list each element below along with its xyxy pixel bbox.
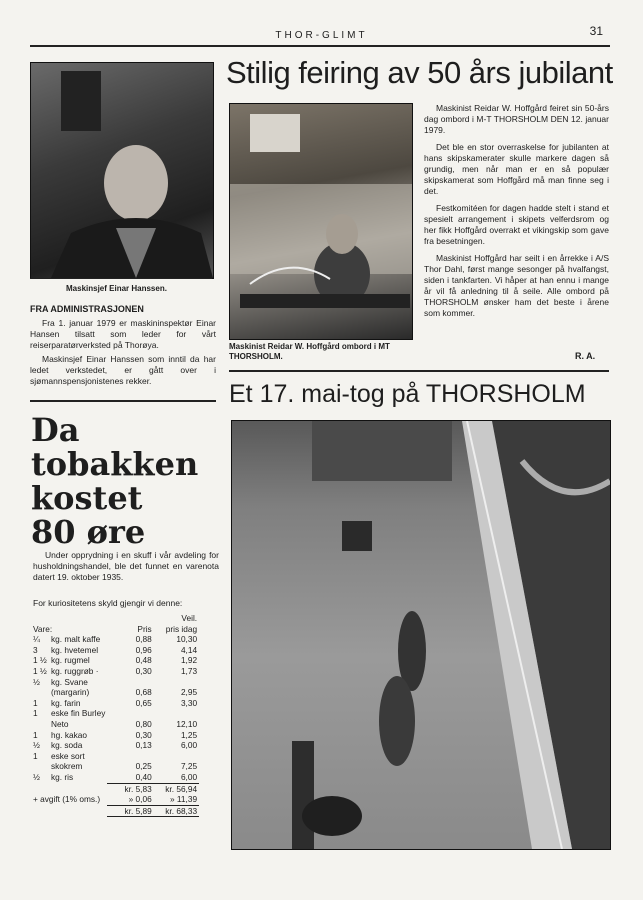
invoice-cell-qty	[31, 761, 49, 772]
invoice-cell-today	[154, 708, 199, 719]
tobakken-lead: For kuriositetens skyld gjengir vi denne:	[33, 598, 183, 608]
headline-line-3: kostet	[31, 479, 143, 517]
invoice-cell-item: kg. hvetemel	[51, 644, 99, 655]
fee-label: + avgift (1% oms.)	[33, 794, 101, 805]
invoice-cell-today: 4,14	[180, 644, 198, 655]
invoice-cell-qty: 1	[33, 708, 38, 719]
invoice-cell-item: kg. rugmel	[51, 655, 90, 666]
invoice-row	[31, 655, 199, 666]
invoice-header-row	[31, 624, 199, 635]
total-today: kr. 68,33	[154, 805, 199, 817]
invoice-cell-price	[107, 751, 153, 762]
invoice-cell-qty: 1	[33, 750, 38, 761]
total-price: kr. 5,89	[107, 805, 153, 817]
invoice-cell-item: (margarin)	[51, 687, 90, 698]
magazine-title: THOR-GLIMT	[275, 30, 368, 41]
invoice-cell-qty: ½	[33, 772, 40, 783]
invoice-cell-item: kg. malt kaffe	[51, 634, 101, 645]
jubilant-paragraph-3: Festkomitéen for dagen hadde stelt i stand et spesielt arrangement i skipets velferdsrom og her fikk Hoffgård overrakt et vikingskip som gave fra besetningen.	[424, 203, 609, 246]
mai-tog-top-rule	[229, 370, 609, 372]
invoice-cell-qty: 1	[33, 697, 38, 708]
invoice-cell-today: 1,73	[180, 665, 198, 676]
photo-caption-hoffgaard: Maskinist Reidar W. Hoffgård ombord i MT THORSHOLM.	[229, 342, 390, 361]
tobakken-intro: Under opprydning i en skuff i vår avdeling for husholdningshandel, ble det funnet en varenota datert 19. oktober 1935.	[33, 550, 219, 582]
invoice-cell-item: Neto	[51, 718, 69, 729]
invoice-fee-row	[31, 794, 199, 805]
header-today: pris idag	[165, 623, 198, 634]
header-rule	[30, 45, 610, 47]
invoice-cell-qty: 1 ½	[33, 665, 47, 676]
header-price: Pris	[137, 623, 152, 634]
invoice-cell-today: 6,00	[180, 740, 198, 751]
invoice-cell-item: eske sort	[51, 750, 85, 761]
headline-jubilant: Stilig feiring av 50 års jubilant	[226, 55, 613, 90]
photo-einar-hanssen	[30, 62, 214, 279]
invoice-cell-qty: ½	[33, 740, 40, 751]
invoice-cell-item: kg. ruggrøb ·	[51, 665, 99, 676]
invoice-cell-today: 6,00	[180, 771, 198, 782]
jubilant-paragraph-1: Maskinist Reidar W. Hoffgård feiret sin 50-års dag ombord i M-T THORSHOLM DEN 12. januar 1979.	[424, 103, 609, 135]
invoice-cell-price: 0,30	[135, 665, 152, 676]
invoice-row	[31, 719, 199, 730]
headline-mai-tog: Et 17. mai-tog på THORSHOLM	[229, 380, 586, 408]
invoice-table	[31, 613, 199, 817]
invoice-cell-price: 0,65	[135, 697, 152, 708]
invoice-cell-item: hg. kakao	[51, 729, 87, 740]
subtotal-today: kr. 56,94	[154, 783, 199, 794]
invoice-cell-today: 7,25	[180, 761, 198, 772]
invoice-cell-price: 0,96	[135, 644, 152, 655]
invoice-cell-price: 0,13	[135, 740, 152, 751]
invoice-row	[31, 687, 199, 698]
invoice-cell-today: 1,92	[180, 655, 198, 666]
jubilant-text	[424, 103, 609, 325]
invoice-cell-qty	[31, 687, 49, 698]
invoice-cell-qty: 3	[33, 644, 38, 655]
invoice-row	[31, 698, 199, 709]
headline-line-4: 80 øre	[31, 513, 146, 551]
photo-hoffgaard	[229, 103, 413, 340]
caption-rule	[30, 278, 212, 279]
invoice-cell-item: skokrem	[51, 761, 83, 772]
headline-tobakken	[31, 413, 231, 549]
invoice-cell-today	[154, 677, 199, 688]
invoice-row	[31, 761, 199, 772]
invoice-cell-today: 3,30	[180, 697, 198, 708]
invoice-cell-item: kg. Svane	[51, 676, 88, 687]
invoice-cell-qty: ½	[33, 676, 40, 687]
photo-mai-tog	[231, 420, 611, 850]
invoice-row	[31, 634, 199, 645]
invoice-cell-qty	[31, 719, 49, 730]
invoice-cell-today: 2,95	[180, 687, 198, 698]
invoice-subtotal-row	[31, 783, 199, 794]
invoice-cell-qty: 1 ½	[33, 655, 47, 666]
header-item: Vare:	[33, 623, 53, 634]
invoice-cell-price: 0,30	[135, 729, 152, 740]
admin-paragraph-2: Maskinsjef Einar Hanssen som inntil da har ledet verkstedet, er gått over i sjømannspensjonistenes rekker.	[30, 354, 216, 386]
invoice-cell-price: 0,48	[135, 655, 152, 666]
invoice-row	[31, 708, 199, 719]
invoice-row	[31, 772, 199, 783]
invoice-cell-item: eske fin Burley	[51, 708, 106, 719]
admin-paragraph-1: Fra 1. januar 1979 er maskininspektør Einar Hansen tilsatt som leder for vårt reiserparatørverksted på Thorøya.	[30, 318, 216, 350]
jubilant-paragraph-2: Det ble en stor overraskelse for jubilanten at hans skipskamerater skulle markere dagen så grundig, men når man er en så populær skipskamerat som Hoffgård må man finne seg i det.	[424, 142, 609, 196]
invoice-row	[31, 666, 199, 677]
invoice-cell-price: 0,88	[135, 634, 152, 645]
header-veil: Veil.	[181, 613, 198, 623]
headline-line-1: Da	[31, 411, 80, 449]
invoice-cell-price: 0,25	[135, 761, 152, 772]
subtotal-price: kr. 5,83	[107, 783, 153, 794]
invoice-row	[31, 751, 199, 762]
fee-price: » 0,06	[128, 794, 152, 805]
invoice-total-row	[31, 805, 199, 817]
invoice-cell-price: 0,68	[135, 687, 152, 698]
fee-today: » 11,39	[170, 794, 198, 805]
invoice-rows	[31, 634, 199, 783]
page-number: 31	[589, 24, 603, 38]
invoice-cell-today	[154, 751, 199, 762]
invoice-row	[31, 730, 199, 741]
invoice-cell-price: 0,40	[135, 771, 152, 782]
photo-caption-einar: Maskinsjef Einar Hanssen.	[66, 284, 167, 293]
section-heading-administrasjonen: FRA ADMINISTRASJONEN	[30, 304, 144, 314]
portrait-figure	[31, 63, 213, 278]
invoice-row	[31, 645, 199, 656]
jubilant-paragraph-4: Maskinist Hoffgård har seilt i en årrekke i A/S Thor Dahl, først mange sesonger på hvalfangst, siden i tankfarten. Vi håper at han ennu i mange år vil få anledning til å seile. Alle ombord på THORSHOLM ønsker ham det beste i årene som kommer.	[424, 253, 609, 318]
invoice-header-row-top	[31, 613, 199, 624]
invoice-cell-item: kg. farin	[51, 697, 81, 708]
ship-deck-scene	[232, 421, 610, 849]
invoice-row	[31, 677, 199, 688]
signature-ra: R. A.	[575, 351, 596, 361]
invoice-cell-item: kg. soda	[51, 740, 83, 751]
left-divider	[30, 400, 216, 402]
invoice-cell-price: 0,80	[135, 718, 152, 729]
invoice-cell-qty: ¼	[33, 634, 40, 645]
invoice-cell-today: 1,25	[180, 729, 198, 740]
invoice-cell-item: kg. ris	[51, 772, 74, 783]
invoice-row	[31, 740, 199, 751]
invoice-cell-today: 10,30	[176, 634, 198, 645]
invoice-cell-price	[107, 677, 153, 688]
invoice-cell-qty: 1	[33, 729, 38, 740]
headline-line-2: tobakken	[31, 445, 199, 483]
hoffgaard-scene	[230, 104, 412, 339]
invoice-cell-price	[107, 708, 153, 719]
invoice-cell-today: 12,10	[176, 718, 198, 729]
